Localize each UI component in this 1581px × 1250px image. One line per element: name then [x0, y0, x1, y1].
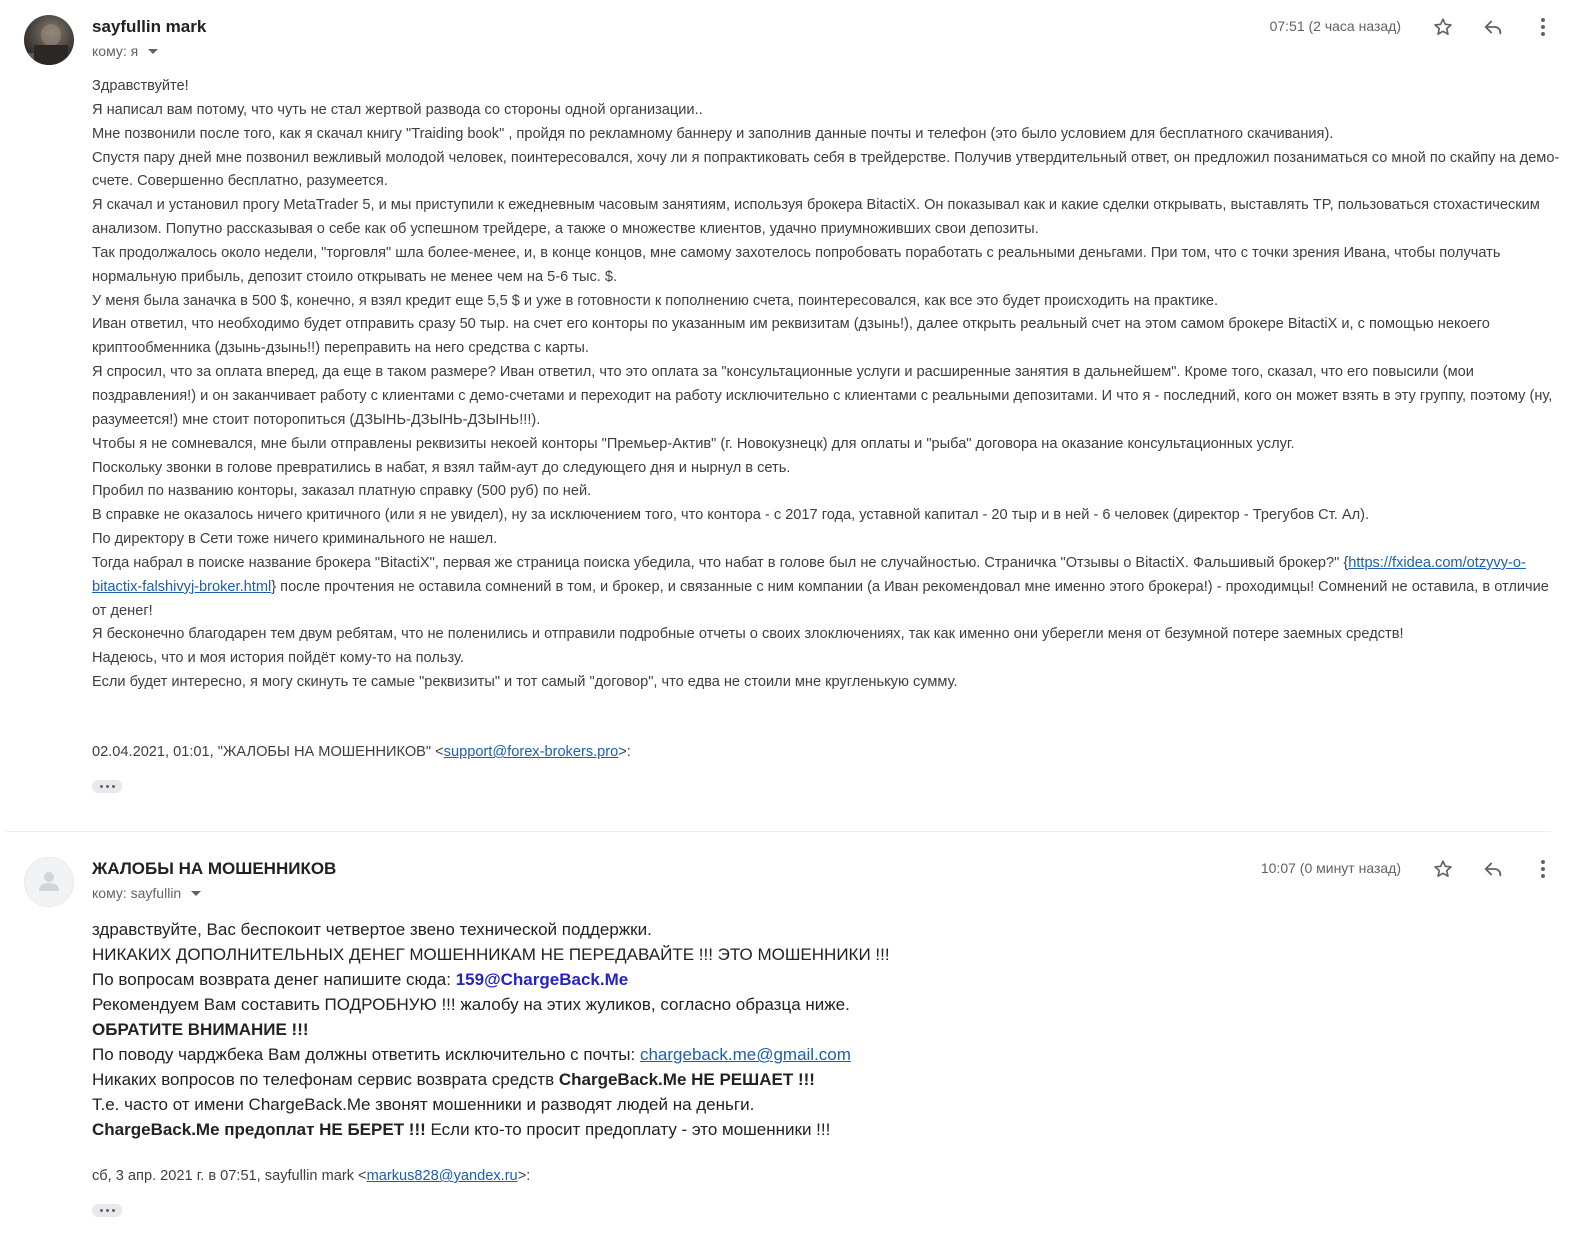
- quote-prefix: 02.04.2021, 01:01, "ЖАЛОБЫ НА МОШЕННИКОВ" <: [92, 744, 444, 760]
- recipient-label: кому: sayfullin: [92, 885, 182, 901]
- body-paragraph: Я бесконечно благодарен тем двум ребятам, что не поленились и отправили подробные отчеты о своих злоключениях, так как именно они уберегли меня от безумной потере заемных средств!: [92, 626, 1404, 643]
- body-paragraph: Иван ответил, что необходимо будет отправить сразу 50 тыр. на счет его конторы по указанным им реквизитам (дзынь!), далее открыть реальный счет на этом самом брокере BitactiX и, с помощью некоего криптообменника (дзынь-дзынь!!) переправить на него средства с карты.: [92, 316, 1490, 357]
- body-line: [92, 967, 1492, 992]
- body-paragraph: Я спросил, что за оплата вперед, да еще в таком размере? Иван ответил, что это оплата за "консультационные услуги и расширенные занятия в дальнейшем". Кроме того, сказал, что его повысили (мои поздравления!) и он заканчивает работу с клиентами с демо-счетами и переходит на работу исключительно с клиентами с реальными депозитами. И что я - последний, кого он может взять в эту группу, поэтому (ну, разумеется!) мне стоит поторопиться (ДЗЫНЬ-ДЗЫНЬ-ДЗЫНЬ!!!).: [92, 364, 1553, 428]
- body-paragraph: Здравствуйте!: [92, 78, 189, 94]
- message-time: 10:07 (0 минут назад): [1260, 860, 1401, 876]
- body-paragraph: Я скачал и установил прогу MetaTrader 5, и мы приступили к ежедневным часовым занятиям, используя брокера BitactiX. Он показывал как и какие сделки открывать, выставлять TP, пользоваться стохастическим анализом. Попутно рассказывая о себе как об успешном трейдере, а также о множестве клиентов, удачно приумноживших свои депозиты.: [92, 197, 1540, 238]
- body-paragraph: Спустя пару дней мне позвонил вежливый молодой человек, поинтересовался, хочу ли я попрактиковать себя в трейдерстве. Получив утвердительный ответ, он предложил позаниматься со мной по скайпу на демо-счете. Совершенно бесплатно, разумеется.: [92, 149, 1560, 190]
- body-paragraph: Так продолжалось около недели, "торговля" шла более-менее, и, в конце концов, мне самому захотелось попробовать поработать с реальными деньгами. При том, что с точки зрения Ивана, чтобы получать нормальную прибыль, депозит стоило открывать не менее чем на 5-6 тыс. $.: [92, 244, 1501, 285]
- body-line: [92, 1067, 1492, 1092]
- body-paragraph: В справке не оказалось ничего критичного (или я не увидел), ну за исключением того, что контора - с 2017 года, уставной капитал - 20 тыр и в ней - 6 человек (директор - Трегубов Ст. Ал).: [92, 507, 1370, 524]
- body-line-text: Никаких вопросов по телефонам сервис возврата средств: [92, 1070, 559, 1089]
- body-line: [92, 1017, 1492, 1042]
- recipient-label: кому: я: [92, 43, 139, 59]
- body-line: [92, 1117, 1492, 1142]
- body-paragraph: Пробил по названию конторы, заказал платную справку (500 руб) по ней.: [92, 483, 592, 500]
- attention-text: ОБРАТИТЕ ВНИМАНИЕ !!!: [92, 1020, 309, 1039]
- sender-name[interactable]: ЖАЛОБЫ НА МОШЕННИКОВ: [92, 859, 337, 878]
- body-line: [92, 1042, 1492, 1067]
- body-paragraph: Если будет интересно, я могу скинуть те самые "реквизиты" и тот самый "договор", что едва не стоили мне кругленькую сумму.: [92, 674, 958, 691]
- sender-avatar[interactable]: [24, 857, 74, 907]
- link-paragraph-text-after: } после прочтения не оставила сомнений в том, и брокер, и связанные с ним компании (а Иван рекомендовал мне именно этого брокера!) - проходимцы! Сомнений не оставила, в отличие от денег!: [92, 578, 1549, 619]
- body-paragraph: У меня была заначка в 500 $, конечно, я взял кредит еще 5,5 $ и уже в готовности к пополнению счета, поинтересовался, как все это будет происходить на практике.: [92, 292, 1219, 309]
- show-trimmed-content-icon[interactable]: [92, 1204, 122, 1217]
- body-paragraph: Мне позвонили после того, как я скачал книгу "Traiding book" , пройдя по рекламному баннеру и заполнив данные почты и телефон (это было условием для бесплатного скачивания).: [92, 125, 1334, 142]
- body-line: Т.е. часто от имени ChargeBack.Me звонят мошенники и разводят людей на деньги.: [92, 1095, 755, 1114]
- more-vert-icon[interactable]: [1531, 857, 1555, 881]
- quote-suffix: >:: [517, 1168, 531, 1184]
- body-line-bold: ChargeBack.Me НЕ РЕШАЕТ !!!: [558, 1070, 815, 1089]
- message-body: [92, 917, 1492, 1142]
- body-line: Рекомендуем Вам составить ПОДРОБНУЮ !!! жалобу на этих жуликов, согласно образца ниже.: [92, 995, 850, 1014]
- link-paragraph-text-before: Тогда набрал в поиске название брокера "BitactiX", первая же страница поиска убедила, что набат в голове был не случайностью. Страничка "Отзывы о BitactiX. Фальшивый брокер?" {: [92, 554, 1349, 571]
- quote-header: [92, 1168, 530, 1184]
- body-line: здравствуйте, Вас беспокоит четвертое звено технической поддержки.: [92, 920, 652, 939]
- quote-email-link[interactable]: support@forex-brokers.pro: [443, 744, 619, 760]
- body-line-text: По вопросам возврата денег напишите сюда:: [92, 970, 456, 989]
- recipient-line[interactable]: [92, 885, 201, 901]
- quote-email-link[interactable]: markus828@yandex.ru: [366, 1168, 518, 1184]
- body-paragraph: Поскольку звонки в голове превратились в набат, я взял тайм-аут до следующего дня и нырнул в сеть.: [92, 459, 791, 476]
- sender-name[interactable]: sayfullin mark: [92, 17, 207, 36]
- body-paragraph: По директору в Сети тоже ничего криминального не нашел.: [92, 531, 498, 548]
- body-paragraph: Я написал вам потому, что чуть не стал жертвой развода со стороны одной организации..: [92, 101, 703, 118]
- gmail-email-link[interactable]: chargeback.me@gmail.com: [639, 1045, 851, 1064]
- chevron-down-icon[interactable]: [191, 891, 201, 896]
- body-line-bold: ChargeBack.Me предоплат НЕ БЕРЕТ !!!: [92, 1120, 426, 1139]
- reply-icon[interactable]: [1481, 857, 1505, 881]
- body-paragraph: Надеюсь, что и моя история пойдёт кому-то на пользу.: [92, 650, 464, 667]
- chargeback-email[interactable]: 159@ChargeBack.Me: [455, 970, 629, 989]
- message-time: 07:51 (2 часа назад): [1269, 18, 1401, 34]
- quote-suffix: >:: [618, 744, 631, 760]
- body-line-text: Если кто-то просит предоплату - это мошенники !!!: [425, 1120, 831, 1139]
- star-icon[interactable]: [1431, 857, 1455, 881]
- person-icon: [25, 858, 73, 906]
- body-line: НИКАКИХ ДОПОЛНИТЕЛЬНЫХ ДЕНЕГ МОШЕННИКАМ НЕ ПЕРЕДАВАЙТЕ !!! ЭТО МОШЕННИКИ !!!: [92, 945, 890, 964]
- body-paragraph: Чтобы я не сомневался, мне были отправлены реквизиты некоей конторы "Премьер-Актив" (г. Новокузнецк) для оплаты и "рыба" договора на оказание консультационных услуг.: [92, 435, 1295, 452]
- fxidea-link[interactable]: https://fxidea.com/otzyvy-o-bitactix-falshivyj-broker.html: [92, 554, 1526, 595]
- quote-prefix: сб, 3 апр. 2021 г. в 07:51, sayfullin mark <: [92, 1168, 367, 1184]
- body-line-text: По поводу чарджбека Вам должны ответить исключительно с почты:: [92, 1045, 640, 1064]
- message-actions: [1431, 857, 1555, 881]
